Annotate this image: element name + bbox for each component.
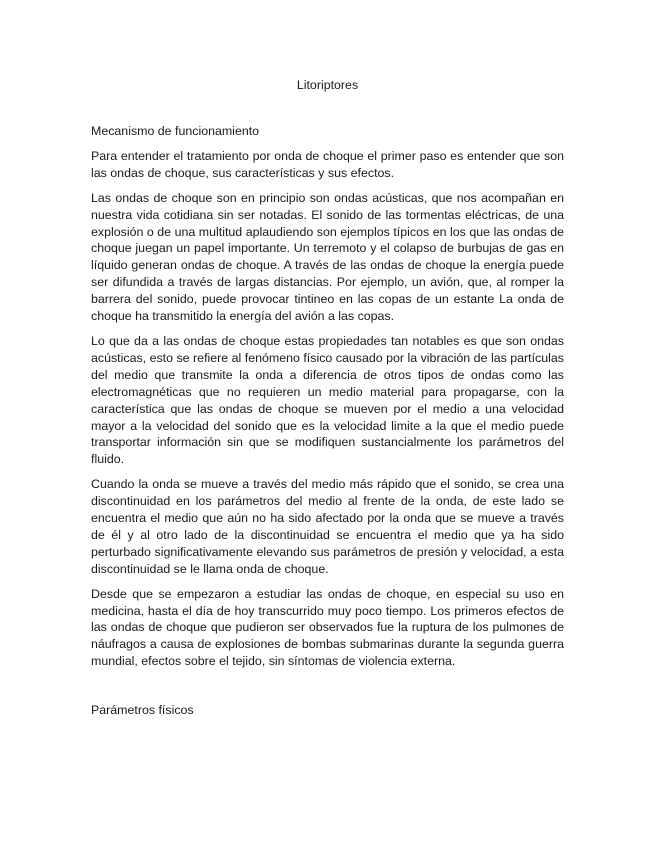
paragraph: Para entender el tratamiento por onda de choque el primer paso es entender que son las ondas de choque, sus características y sus efectos. [91,148,564,180]
section-heading-parametros: Parámetros físicos [91,703,194,718]
paragraph: Desde que se empezaron a estudiar las ondas de choque, en especial su uso en medicina, hasta el día de hoy transcurrido muy poco tiempo. Los primeros efectos de las ondas de choque que pudieron ser observados fue la ruptura de los pulmones de náufragos a causa de explosiones de bombas submarinas durante la segunda guerra mundial, efectos sobre el tejido, sin síntomas de violencia externa. [91,586,564,669]
document-title: Litoriptores [296,78,359,92]
paragraph: Lo que da a las ondas de choque estas propiedades tan notables es que son ondas acústicas, esto se refiere al fenómeno físico causado por la vibración de las partículas del medio que transmite la onda a diferencia de otros tipos de ondas como las electromagnéticas que no requieren un medio material para propagarse, con la característica que las ondas de choque se mueven por el medio a una velocidad mayor a la velocidad del sonido que es la velocidad limite a la que el medio puede transportar información sin que se modifiquen sustancialmente los parámetros del fluido. [91,333,564,467]
paragraph: Cuando la onda se mueve a través del medio más rápido que el sonido, se crea una discontinuidad en los parámetros del medio al frente de la onda, de este lado se encuentra el medio que aún no ha sido afectado por la onda que se mueve a través de él y al otro lado de la discontinuidad se encuentra el medio que ya ha sido perturbado significativamente elevando sus parámetros de presión y velocidad, a esta discontinuidad se le llama onda de choque. [91,477,564,576]
section-heading-mecanismo: Mecanismo de funcionamiento [91,124,260,138]
paragraph: Las ondas de choque son en principio son ondas acústicas, que nos acompañan en nuestra vida cotidiana sin ser notadas. El sonido de las tormentas eléctricas, de una explosión o de una multitud aplaudiendo son ejemplos típicos en los que las ondas de choque juegan un papel importante. Un terremoto y el colapso de burbujas de gas en líquido generan ondas de choque. A través de las ondas de choque la energía puede ser difundida a través de largas distancias. Por ejemplo, un avión, que, al romper la barrera del sonido, puede provocar tintineo en las copas de un estante La onda de choque ha transmitido la energía del avión a las copas. [91,190,564,324]
document-body [91,77,564,719]
